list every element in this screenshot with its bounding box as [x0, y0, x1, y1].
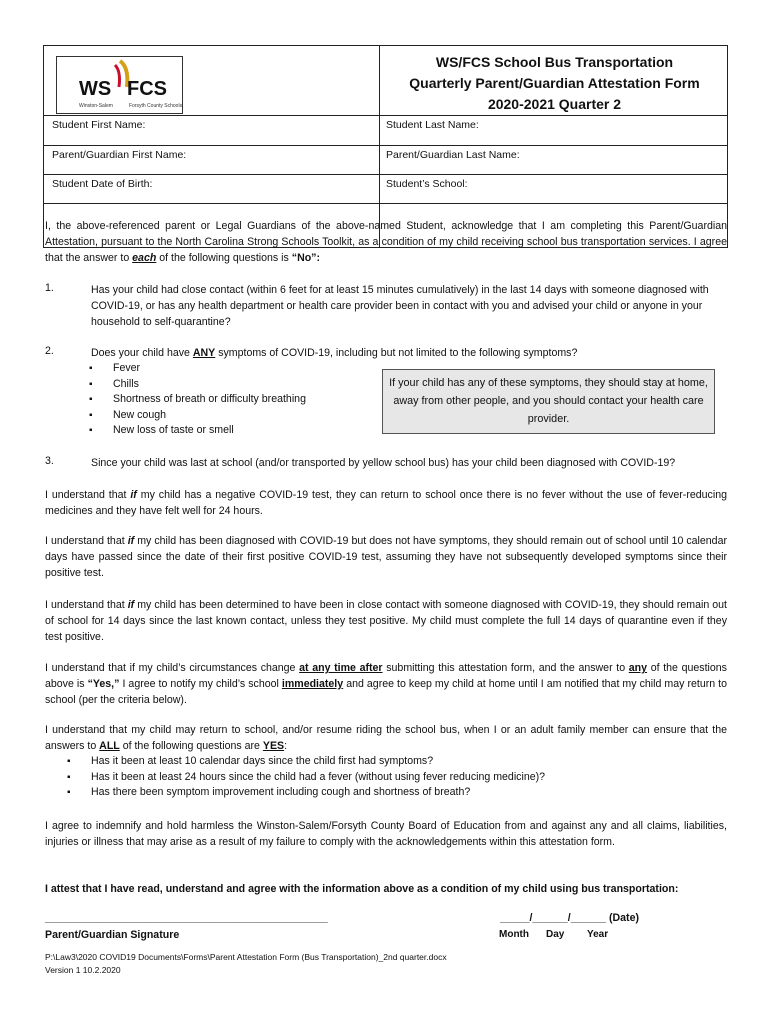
title-line-1: WS/FCS School Bus Transportation: [435, 54, 674, 70]
list-item: ▪ Fever: [113, 361, 306, 377]
file-path: P:\Law3\2020 COVID19 Documents\Forms\Parent Attestation Form (Bus Transportation)_2nd quarter.docx: [45, 952, 447, 962]
intro-paragraph: I, the above-referenced parent or Legal Guardians of the above-named Student, acknowledge that I am completing this Parent/Guardian Attestation, pursuant to the North Carolina Strong Schools Toolkit, as a condition of my child receiving school bus transportation services. I agree that the answer to each of the following questions is “No”:: [45, 220, 727, 264]
close-contact-paragraph: I understand that if my child has been determined to have been in close contact with someone diagnosed with COVID-19, they should remain out of school for 14 days since the last known contact, unless they test positive. My child must complete the full 14 days of quarantine even if they test positive.: [45, 599, 727, 643]
logo-fcs: FCS: [127, 78, 167, 100]
student-first-name-field[interactable]: Student First Name:: [52, 119, 146, 131]
emphasis: “Yes,”: [87, 678, 120, 690]
indemnify-paragraph: I agree to indemnify and hold harmless the Winston-Salem/Forsyth County Board of Education from and against any and all claims, liabilities, injuries or illness that may arise as a result of my failure to comply with the acknowledgements within this attestation form.: [45, 820, 727, 848]
student-last-name-field[interactable]: Student Last Name:: [386, 119, 479, 131]
divider: [44, 174, 727, 175]
emphasis: ALL: [99, 740, 120, 752]
emphasis: at any time after: [299, 662, 383, 674]
emphasis: if: [130, 489, 137, 501]
signature-label: Parent/Guardian Signature: [45, 929, 180, 941]
title-line-2: Quarterly Parent/Guardian Attestation Form: [409, 75, 700, 91]
notify-paragraph: I understand that if my child’s circumstances change at any time after submitting this attestation form, and the answer to any of the questions above is “Yes,” I agree to notify my child’s school immediately and agree to keep my child at home until I am notified that my child may return to school (per the criteria below).: [45, 662, 728, 706]
version-text: Version 1 10.2.2020: [45, 965, 121, 975]
list-item: ▪ Has there been symptom improvement including cough and shortness of breath?: [91, 785, 545, 801]
divider: [379, 46, 380, 247]
emphasis: “No”:: [291, 252, 321, 264]
emphasis: if: [127, 535, 135, 547]
title-line-3: 2020-2021 Quarter 2: [487, 96, 622, 112]
emphasis: any: [628, 662, 648, 674]
attest-statement: I attest that I have read, understand and agree with the information above as a condition of my child using bus transportation:: [45, 883, 679, 895]
logo-ws: WS: [79, 78, 112, 100]
divider: [44, 203, 727, 204]
signature-line[interactable]: ________________________________________________: [45, 912, 328, 924]
emphasis: each: [132, 252, 157, 264]
question-2-number: 2.: [45, 345, 54, 357]
list-item: ▪ Has it been at least 24 hours since the child had a fever (without using fever reducing medicine)?: [91, 770, 545, 786]
list-item: ▪ New loss of taste or smell: [113, 423, 306, 439]
logo-caption-left: Winston-Salem: [79, 103, 113, 109]
list-item: ▪ Chills: [113, 377, 306, 393]
list-item: ▪ Shortness of breath or difficulty breathing: [113, 392, 306, 408]
list-item: ▪ Has it been at least 10 calendar days since the child first had symptoms?: [91, 754, 545, 770]
parent-last-name-field[interactable]: Parent/Guardian Last Name:: [386, 149, 520, 161]
logo-graphic: [57, 57, 182, 113]
question-3-text: Since your child was last at school (and/or transported by yellow school bus) has your child been diagnosed with COVID-19?: [91, 457, 676, 469]
question-3-number: 3.: [45, 455, 54, 467]
logo-caption-right: Forsyth County Schools: [129, 103, 182, 109]
return-criteria-list: [91, 754, 545, 801]
day-label: Day: [546, 929, 565, 940]
symptom-list: [113, 361, 306, 439]
return-paragraph: I understand that my child may return to school, and/or resume riding the school bus, when I or an adult family member can ensure that the answers to ALL of the following questions are YES:: [45, 724, 727, 752]
wsfcs-logo: [56, 56, 183, 114]
divider: [44, 115, 727, 116]
divider: [44, 145, 727, 146]
list-item: ▪ New cough: [113, 408, 306, 424]
symptom-callout-box: If your child has any of these symptoms, they should stay at home, away from other people, and you should contact your health care provider.: [382, 369, 715, 434]
year-label: Year: [587, 929, 609, 940]
emphasis: immediately: [281, 678, 344, 690]
emphasis: if: [127, 599, 135, 611]
question-1-text: Has your child had close contact (within 6 feet for at least 15 minutes cumulatively) in the last 14 days with someone diagnosed with COVID-19, or has any health department or health care provider been in contact with you and advised your child or anyone in your household to self-quarantine?: [91, 284, 709, 328]
diagnosed-paragraph: I understand that if my child has been diagnosed with COVID-19 but does not have symptoms, they should remain out of school until 10 calendar days have passed since the date of their first positive COVID-19 test, assuming they have not subsequently developed symptoms since their positive test.: [45, 535, 727, 579]
date-field[interactable]: _____/______/______ (Date): [500, 912, 640, 924]
negative-test-paragraph: I understand that if my child has a negative COVID-19 test, they can return to school once there is no fever without the use of fever-reducing medicines and they have felt well for 24 hours.: [45, 489, 727, 517]
question-2-text: Does your child have ANY symptoms of COVID-19, including but not limited to the following symptoms?: [91, 347, 578, 359]
emphasis: ANY: [192, 347, 216, 359]
form-title: [381, 52, 728, 115]
emphasis: YES: [262, 740, 285, 752]
date-of-birth-field[interactable]: Student Date of Birth:: [52, 178, 153, 190]
parent-first-name-field[interactable]: Parent/Guardian First Name:: [52, 149, 187, 161]
question-1-number: 1.: [45, 282, 54, 294]
month-label: Month: [499, 929, 529, 940]
school-field[interactable]: Student’s School:: [386, 178, 468, 190]
